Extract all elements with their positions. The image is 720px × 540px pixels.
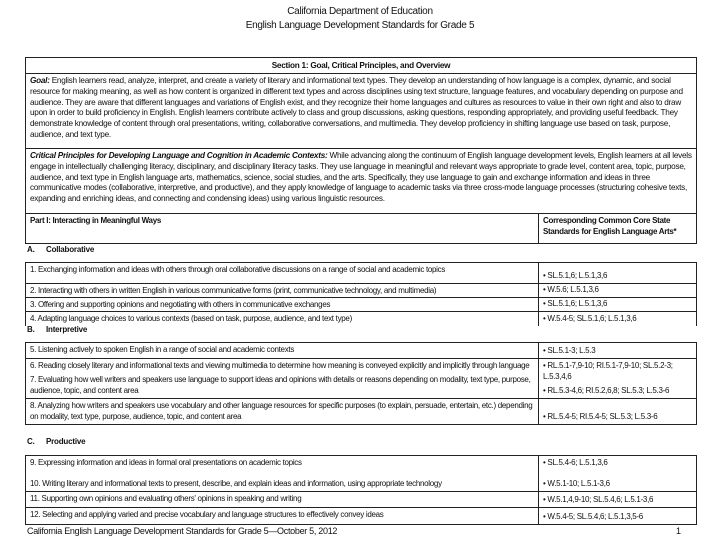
ccss-cell <box>539 312 696 326</box>
section1-heading: Section 1: Goal, Critical Principles, and Overview <box>26 58 696 74</box>
standard-text: 9. Expressing information and ideas in formal oral presentations on academic topics <box>30 458 302 467</box>
standard-cell <box>26 456 539 491</box>
standards-table <box>25 342 697 425</box>
ccss-reference: • RL.5.3-4,6; RI.5.2,6,8; SL.5.3; L.5.3-6 <box>543 385 670 395</box>
section-name: Collaborative <box>46 245 95 254</box>
section-letter: A. <box>27 245 35 254</box>
goal-label: Goal: <box>30 76 50 85</box>
standard-text: 3. Offering and supporting opinions and negotiating with others in communicative exchanges <box>30 300 331 309</box>
ccss-reference: • W.5.6; L.5.1,3,6 <box>543 284 599 294</box>
standard-text: 8. Analyzing how writers and speakers use vocabulary and other language resources for specific purposes (to explain, persuade, entertain, etc.) depending on modality, text type, purpose, audience, topic, and content area <box>30 401 533 421</box>
ccss-cell <box>539 399 696 424</box>
standard-cell <box>26 399 539 424</box>
part-header-row <box>26 214 696 243</box>
section1-table <box>25 57 697 244</box>
section-letter: B. <box>27 325 35 334</box>
principles-text: While advancing along the continuum of English language development levels, English learners at all levels engage in intellectually challenging literacy, disciplinary, and disciplinary literacy tasks. They use language in meaningful and relevant ways appropriate to grade level, content area, topic, purpose, audience, and text type in English language arts, mathematics, science, social studies, and the arts. Specifically, they use language to gain and exchange information and ideas in three communicative modes (collaborative, interpretive, and productive), and they apply knowledge of language to academic tasks via three cross-mode language processes (structuring cohesive texts, expanding and enriching ideas, and connecting and condensing ideas) using various linguistic resources. <box>30 151 692 204</box>
standard-text: 5. Listening actively to spoken English in a range of social and academic contexts <box>30 345 295 354</box>
table-row <box>26 284 696 298</box>
ccss-reference: • SL.5.1,6; L.5.1,3,6 <box>543 270 608 280</box>
standard-cell <box>26 284 539 297</box>
section-letter: C. <box>27 437 35 446</box>
section-heading <box>27 437 85 446</box>
principles-label: Critical Principles for Developing Language and Cognition in Academic Contexts: <box>30 151 328 160</box>
standard-cell <box>26 343 539 358</box>
standard-cell <box>26 359 539 398</box>
goal-text: English learners read, analyze, interpret, and create a variety of literary and informational text types. They develop an understanding of how language is a complex, dynamic, and social resource for making meaning, as well as how content is organized in different text types and across disciplines using text structure, language features, and vocabulary depending on purpose and audience. They are aware that different languages and variations of English exist, and they recognize their home languages and cultures as resources to value in their own right and also to draw upon in order to build proficiency in English. English learners contribute actively to class and group discussions, asking questions, responding appropriately, and providing useful feedback. They demonstrate knowledge of content through oral presentations, writing, collaborative conversations, and multimedia. They develop proficiency in shifting language use based on task, purpose, audience, and text type. <box>30 76 683 139</box>
part-label: Part I: Interacting in Meaningful Ways <box>26 214 539 243</box>
ccss-cell <box>539 359 696 398</box>
table-row <box>26 263 696 284</box>
standard-text: 10. Writing literary and informational texts to present, describe, and explain ideas and information, using appropriate technology <box>30 478 442 488</box>
section-name: Productive <box>46 437 86 446</box>
ccss-reference: • W.5.4-5; SL.5.4,6; L.5.1,3,5-6 <box>543 511 643 521</box>
page-number: 1 <box>676 526 681 536</box>
ccss-reference: • SL.5.1,6; L.5.1,3,6 <box>543 298 608 308</box>
standard-text: 11. Supporting own opinions and evaluating others' opinions in speaking and writing <box>30 494 302 503</box>
table-row <box>26 492 696 508</box>
document-title: English Language Development Standards for Grade 5 <box>245 20 475 31</box>
table-row <box>26 399 696 424</box>
standards-table <box>25 455 697 525</box>
document-org-title: California Department of Education <box>287 6 433 17</box>
ccss-cell <box>539 508 696 524</box>
ccss-cell <box>539 284 696 297</box>
ccss-cell <box>539 298 696 311</box>
ccss-reference: • RL.5.4-5; RI.5.4-5; SL.5.3; L.5.3-6 <box>543 411 658 421</box>
ccss-reference: • SL.5.4-6; L.5.1,3,6 <box>543 458 608 467</box>
standard-text: 6. Reading closely literary and informational texts and viewing multimedia to determine how meaning is conveyed explicitly and implicitly through language <box>30 361 530 370</box>
ccss-reference: • W.5.4-5; SL.5.1,6; L.5.1,3,6 <box>543 313 637 323</box>
table-row <box>26 298 696 312</box>
standard-cell <box>26 312 539 326</box>
goal-cell <box>26 74 696 149</box>
standards-table <box>25 262 697 326</box>
ccss-reference: • SL.5.1-3; L.5.3 <box>543 345 596 355</box>
standard-cell <box>26 298 539 311</box>
footer-text: California English Language Development Standards for Grade 5—October 5, 2012 <box>27 526 338 536</box>
table-row <box>26 343 696 359</box>
standard-cell <box>26 508 539 524</box>
standard-text: 4. Adapting language choices to various contexts (based on task, purpose, audience, and text type) <box>30 314 352 323</box>
ccss-reference: • W.5.1,4,9-10; SL.5.4,6; L.5.1-3,6 <box>543 494 654 504</box>
ccss-cell <box>539 492 696 507</box>
standard-cell <box>26 263 539 283</box>
table-row <box>26 359 696 399</box>
section-name: Interpretive <box>46 325 88 334</box>
ccss-cell <box>539 343 696 358</box>
table-row <box>26 312 696 326</box>
standard-cell <box>26 492 539 507</box>
table-row <box>26 456 696 492</box>
section-heading <box>27 245 94 254</box>
ccss-cell <box>539 263 696 283</box>
ccss-reference: • RL.5.1-7,9-10; RI.5.1-7,9-10; SL.5.2-3; L.5.3,4,6 <box>543 361 673 381</box>
ccss-label: Corresponding Common Core State Standards for English Language Arts* <box>543 216 677 236</box>
ccss-cell <box>539 456 696 491</box>
standard-text: 1. Exchanging information and ideas with others through oral collaborative discussions on a range of social and academic topics <box>30 265 446 274</box>
section-heading <box>27 325 87 334</box>
standard-text: 7. Evaluating how well writers and speakers use language to support ideas and opinions with details or reasons depending on modality, text type, purpose, audience, topic, and content area <box>30 375 531 395</box>
ccss-reference: • W.5.1-10; L.5.1-3,6 <box>543 478 610 488</box>
standard-text: 2. Interacting with others in written English in various communicative forms (print, communicative technology, and multimedia) <box>30 286 437 295</box>
principles-cell <box>26 149 696 214</box>
table-row <box>26 508 696 524</box>
standard-text: 12. Selecting and applying varied and precise vocabulary and language structures to effectively convey ideas <box>30 510 384 519</box>
